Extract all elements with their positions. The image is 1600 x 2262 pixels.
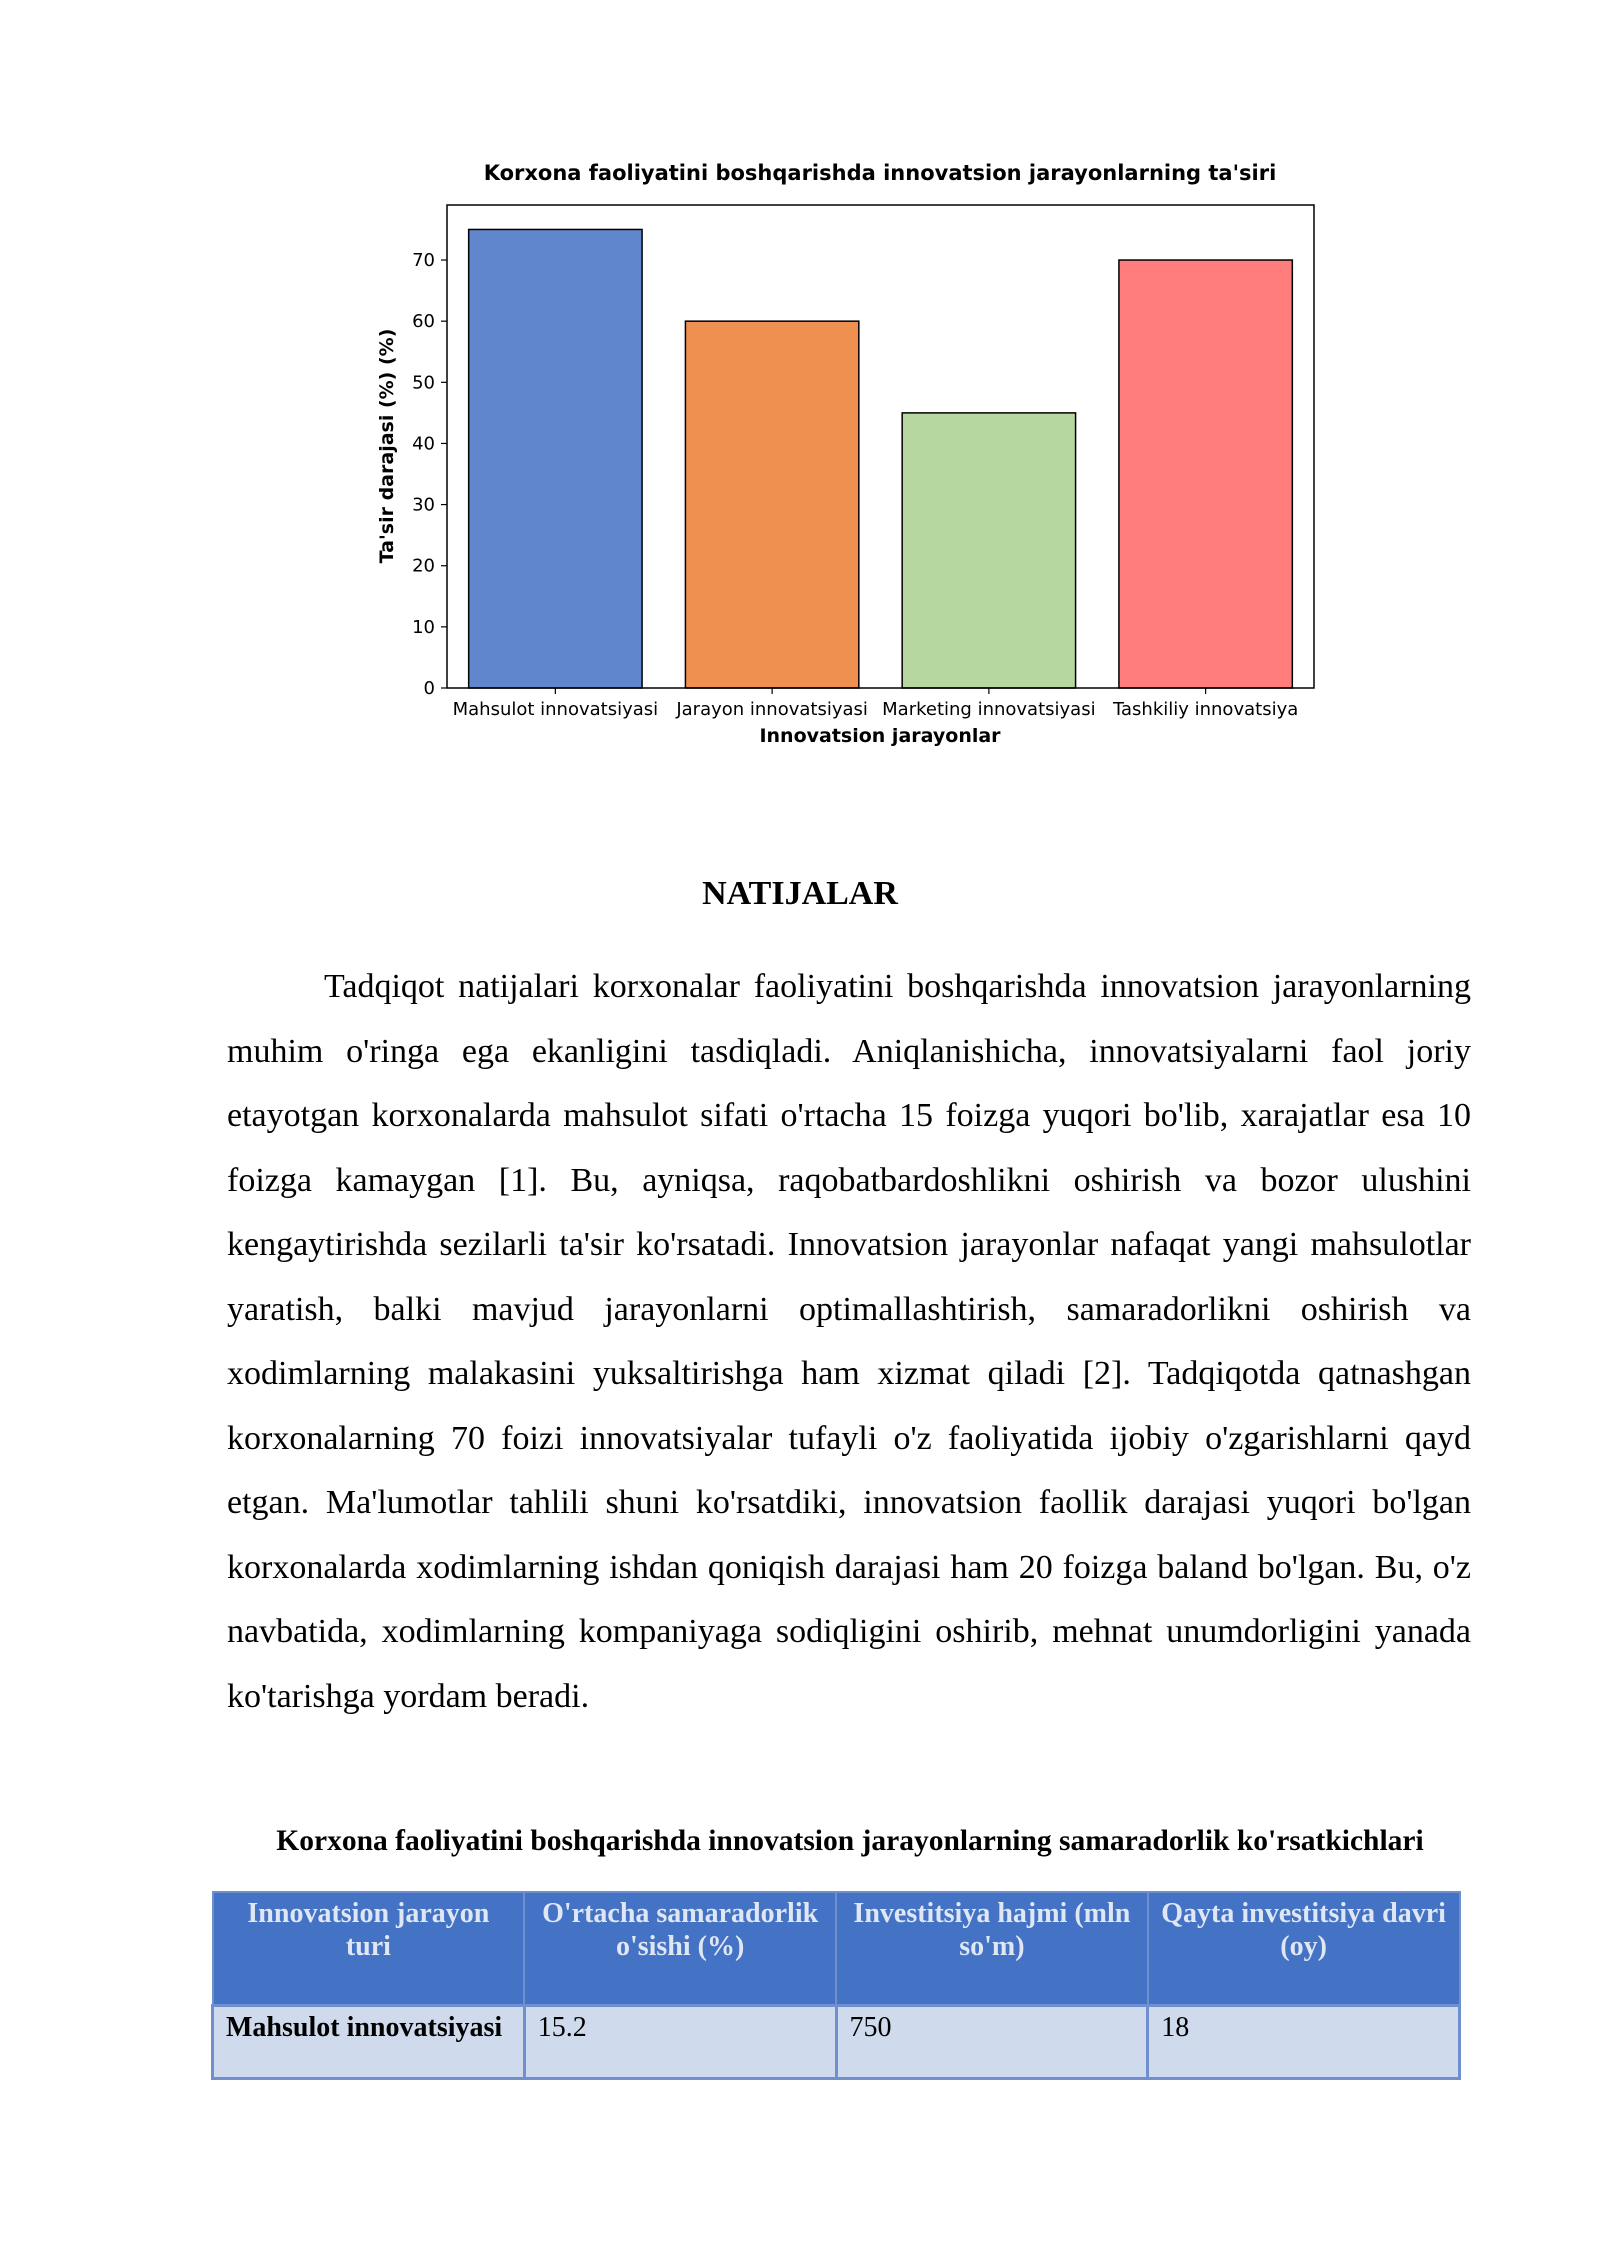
y-tick-label: 50 — [412, 372, 435, 394]
y-tick-label: 10 — [412, 616, 435, 638]
y-tick-label: 20 — [412, 555, 435, 577]
column-header: O'rtacha samaradorlik o'sishi (%) — [524, 1892, 836, 2006]
bar-4 — [1119, 260, 1292, 688]
x-tick-label: Marketing innovatsiyasi — [882, 699, 1096, 720]
x-tick-label: Tashkiliy innovatsiya — [1112, 699, 1299, 720]
bar-3 — [902, 413, 1075, 688]
table-cell: 15.2 — [524, 2006, 836, 2079]
efficiency-table — [211, 1891, 1461, 2080]
bar-1 — [469, 229, 642, 688]
body-paragraph: Tadqiqot natijalari korxonalar faoliyatini boshqarishda innovatsion jarayonlarning muhim o'ringa ega ekanligini tasdiqladi. Aniqlanishicha, innovatsiyalarni faol joriy etayotgan korxonalarda mahsulot sifati o'rtacha 15 foizga yuqori bo'lib, xarajatlar esa 10 foizga kamaygan [1]. Bu, ayniqsa, raqobatbardoshlikni oshirish va bozor ulushini kengaytirishda sezilarli ta'sir ko'rsatadi. Innovatsion jarayonlar nafaqat yangi mahsulotlar yaratish, balki mavjud jarayonlarni optimallashtirish, samaradorlikni oshirish va xodimlarning malakasini yuksaltirishga ham xizmat qiladi [2]. Tadqiqotda qatnashgan korxonalarning 70 foizi innovatsiyalar tufayli o'z faoliyatida ijobiy o'zgarishlarni qayd etgan. Ma'lumotlar tahlili shuni ko'rsatdiki, innovatsion faollik darajasi yuqori bo'lgan korxonalarda xodimlarning ishdan qoniqish darajasi ham 20 foizga baland bo'lgan. Bu, o'z navbatida, xodimlarning kompaniyaga sodiqligini oshirib, mehnat unumdorligini yanada ko'tarishga yordam beradi. — [227, 968, 1471, 1715]
table-row — [213, 2006, 1460, 2079]
y-tick-label: 70 — [412, 250, 435, 272]
chart-title: Korxona faoliyatini boshqarishda innovatsion jarayonlarning ta'siri — [483, 161, 1277, 185]
x-axis-label: Innovatsion jarayonlar — [759, 725, 1001, 747]
y-axis — [412, 250, 447, 699]
bars-group — [469, 229, 1293, 688]
table-cell: 750 — [836, 2006, 1148, 2079]
y-tick-label: 0 — [423, 678, 435, 699]
y-tick-label: 60 — [412, 311, 435, 333]
table-cell: 18 — [1148, 2006, 1460, 2079]
y-tick-label: 30 — [412, 494, 435, 516]
column-header: Investitsiya hajmi (mln so'm) — [836, 1892, 1148, 2006]
bar-2 — [685, 321, 858, 688]
table-caption: Korxona faoliyatini boshqarishda innovatsion jarayonlarning samaradorlik ko'rsatkichlari — [276, 1825, 1424, 1857]
section-heading: NATIJALAR — [702, 875, 898, 912]
x-tick-label: Mahsulot innovatsiyasi — [452, 699, 659, 720]
column-header: Innovatsion jarayon turi — [213, 1892, 525, 2006]
table-header-row — [213, 1892, 1460, 2006]
y-axis-label: Ta'sir darajasi (%) (%) — [376, 328, 398, 564]
x-tick-label: Jarayon innovatsiyasi — [676, 699, 868, 720]
bar-chart — [350, 150, 1340, 760]
table-cell: Mahsulot innovatsiyasi — [213, 2006, 525, 2079]
column-header: Qayta investitsiya davri (oy) — [1148, 1892, 1460, 2006]
x-axis — [453, 688, 1299, 720]
y-tick-label: 40 — [412, 433, 435, 455]
